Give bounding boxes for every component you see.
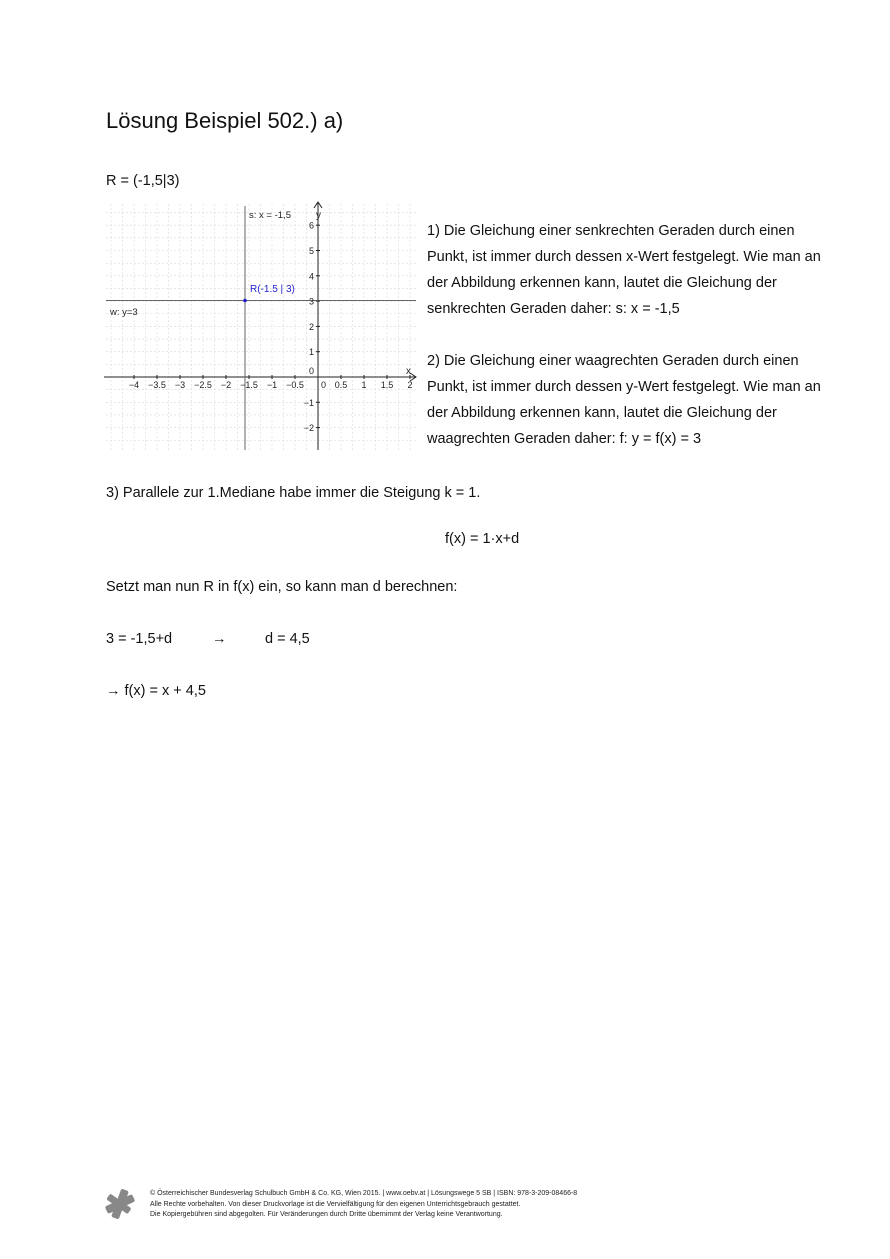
formula: f(x) = 1·x+d bbox=[445, 531, 520, 547]
label-s: s: x = -1,5 bbox=[249, 210, 291, 221]
axis-y-label: y bbox=[316, 210, 321, 221]
y-tick-label: 5 bbox=[308, 246, 314, 256]
substitution-text: Setzt man nun R in f(x) ein, so kann man d berechnen: bbox=[106, 579, 458, 595]
y-tick-label: 2 bbox=[308, 321, 314, 332]
label-point-r: R(-1.5 | 3) bbox=[250, 284, 295, 295]
x-tick-label: 2 bbox=[407, 380, 413, 390]
equation-right: d = 4,5 bbox=[265, 631, 310, 647]
graph-grid bbox=[106, 204, 416, 450]
y-tick-label: 3 bbox=[308, 296, 314, 307]
y-tick-label: −2 bbox=[303, 423, 314, 434]
y-tick-label: 1 bbox=[308, 347, 314, 358]
paragraph-3: 3) Parallele zur 1.Mediane habe immer die Steigung k = 1. bbox=[106, 485, 481, 501]
y-tick-label: 6 bbox=[308, 220, 314, 231]
paragraph-2: 2) Die Gleichung einer waagrechten Geraden durch einen Punkt, ist immer durch dessen y-Wert festgelegt. Wie man an der Abbildung erkennen kann, lautet die Gleichung der waagrechten Geraden daher: f: y = f(x) = 3 bbox=[427, 353, 821, 447]
footer-line-3: Die Kopiergebühren sind abgegolten. Für Veränderungen durch Dritte übernimmt der Verlag keine Verantwortung. bbox=[150, 1211, 503, 1218]
footer bbox=[150, 1189, 577, 1221]
x-tick-label: −3.5 bbox=[148, 380, 166, 390]
footer-line-2: Alle Rechte vorbehalten. Von dieser Druckvorlage ist die Vervielfältigung für den eigenen Unterrichtsgebrauch gestattet. bbox=[150, 1200, 521, 1208]
footer-line-1: © Österreichischer Bundesverlag Schulbuch GmbH & Co. KG, Wien 2015. | www.oebv.at | Lösungswege 5 SB | ISBN: 978-3-209-08466-8 bbox=[150, 1190, 578, 1197]
label-w: w: y=3 bbox=[110, 307, 138, 318]
paragraph-1: 1) Die Gleichung einer senkrechten Geraden durch einen Punkt, ist immer durch dessen x-Wert festgelegt. Wie man an der Abbildung erkennen kann, lautet die Gleichung der senkrechten Geraden daher: s: x = -1,5 bbox=[427, 223, 821, 317]
x-tick-label: −1 bbox=[266, 380, 278, 390]
x-tick-label: 0.5 bbox=[334, 380, 348, 390]
coordinate-graph bbox=[104, 200, 418, 452]
y-tick-label: 0 bbox=[308, 366, 314, 376]
point-definition: R = (-1,5|3) bbox=[106, 173, 180, 189]
x-tick-label: 1 bbox=[361, 380, 367, 390]
x-tick-label: −2 bbox=[220, 380, 232, 390]
final-result: → f(x) = x + 4,5 bbox=[106, 683, 206, 699]
x-tick-label: −0.5 bbox=[286, 380, 304, 390]
y-tick-label: 4 bbox=[308, 271, 314, 282]
x-tick-label: 0 bbox=[321, 380, 327, 390]
page-title: Lösung Beispiel 502.) a) bbox=[106, 108, 344, 133]
arrow-icon: → bbox=[212, 631, 227, 647]
axis-x-label: x bbox=[406, 366, 411, 377]
publisher-logo-icon bbox=[104, 1188, 136, 1220]
point-r bbox=[243, 299, 247, 303]
x-tick-label: 1.5 bbox=[380, 380, 394, 390]
y-tick-label: −1 bbox=[303, 397, 314, 408]
x-tick-label: −1.5 bbox=[240, 380, 258, 390]
equation-left: 3 = -1,5+d bbox=[106, 631, 173, 647]
x-tick-label: −4 bbox=[128, 380, 140, 390]
x-tick-label: −2.5 bbox=[194, 380, 212, 390]
x-tick-label: −3 bbox=[174, 380, 186, 390]
